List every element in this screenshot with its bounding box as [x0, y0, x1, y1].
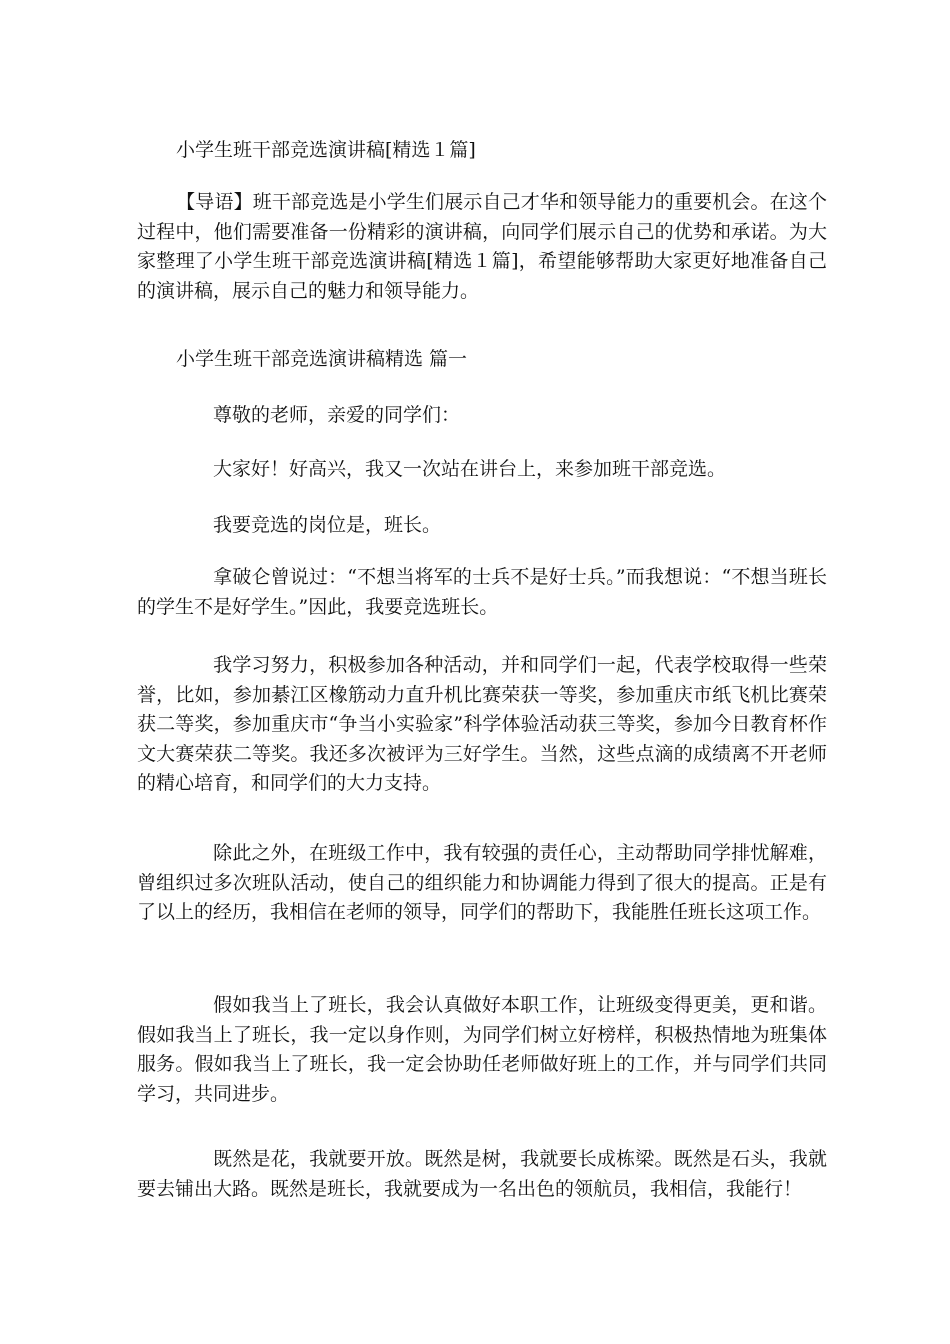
greeting: 大家好！好高兴，我又一次站在讲台上，来参加班干部竞选。: [213, 458, 727, 480]
paragraph-2-text: 我学习努力，积极参加各种活动，并和同学们一起，代表学校取得一些荣誉，比如，参加綦江区橡筋动力直升机比赛荣获一等奖，参加重庆市纸飞机比赛荣获二等奖，参加重庆市“争当小实验家”科学体验活动获三等奖，参加今日教育杯作文大赛荣获二等奖。我还多次被评为三好学生。当然，这些点滴的成绩离不开老师的精心培育，和同学们的大力支持。: [137, 654, 827, 794]
document-title: 小学生班干部竞选演讲稿[精选１篇]: [176, 139, 476, 161]
paragraph-2: [137, 651, 827, 799]
paragraph-5-text: 既然是花，我就要开放。既然是树，我就要长成栋梁。既然是石头，我就要去铺出大路。既然是班长，我就要成为一名出色的领航员，我相信，我能行！: [137, 1148, 827, 1200]
intro-text: 班干部竞选是小学生们展示自己才华和领导能力的重要机会。在这个过程中，他们需要准备一份精彩的演讲稿，向同学们展示自己的优势和承诺。为大家整理了小学生班干部竞选演讲稿[精选１篇]，希望能够帮助大家更好地准备自己的演讲稿，展示自己的魅力和领导能力。: [137, 191, 827, 302]
paragraph-3-text: 除此之外，在班级工作中，我有较强的责任心，主动帮助同学排忧解难，曾组织过多次班队活动，使自己的组织能力和协调能力得到了很大的提高。正是有了以上的经历，我相信在老师的领导，同学们的帮助下，我能胜任班长这项工作。: [137, 842, 827, 923]
paragraph-3: [137, 839, 827, 928]
paragraph-1: [137, 563, 827, 622]
intro-paragraph: [137, 188, 827, 306]
paragraph-1-text: 拿破仑曾说过：“不想当将军的士兵不是好士兵。”而我想说：“不想当班长的学生不是好学生。”因此，我要竞选班长。: [137, 566, 827, 618]
paragraph-5: [137, 1145, 827, 1204]
paragraph-4-text: 假如我当上了班长，我会认真做好本职工作，让班级变得更美，更和谐。假如我当上了班长，我一定以身作则，为同学们树立好榜样，积极热情地为班集体服务。假如我当上了班长，我一定会协助任老师做好班上的工作，并与同学们共同学习，共同进步。: [137, 994, 827, 1105]
position-statement: 我要竞选的岗位是，班长。: [213, 514, 442, 536]
salutation: 尊敬的老师，亲爱的同学们：: [213, 404, 461, 426]
paragraph-4: [137, 991, 827, 1109]
section-heading: 小学生班干部竞选演讲稿精选 篇一: [176, 348, 468, 370]
intro-label: 【导语】: [176, 191, 253, 213]
